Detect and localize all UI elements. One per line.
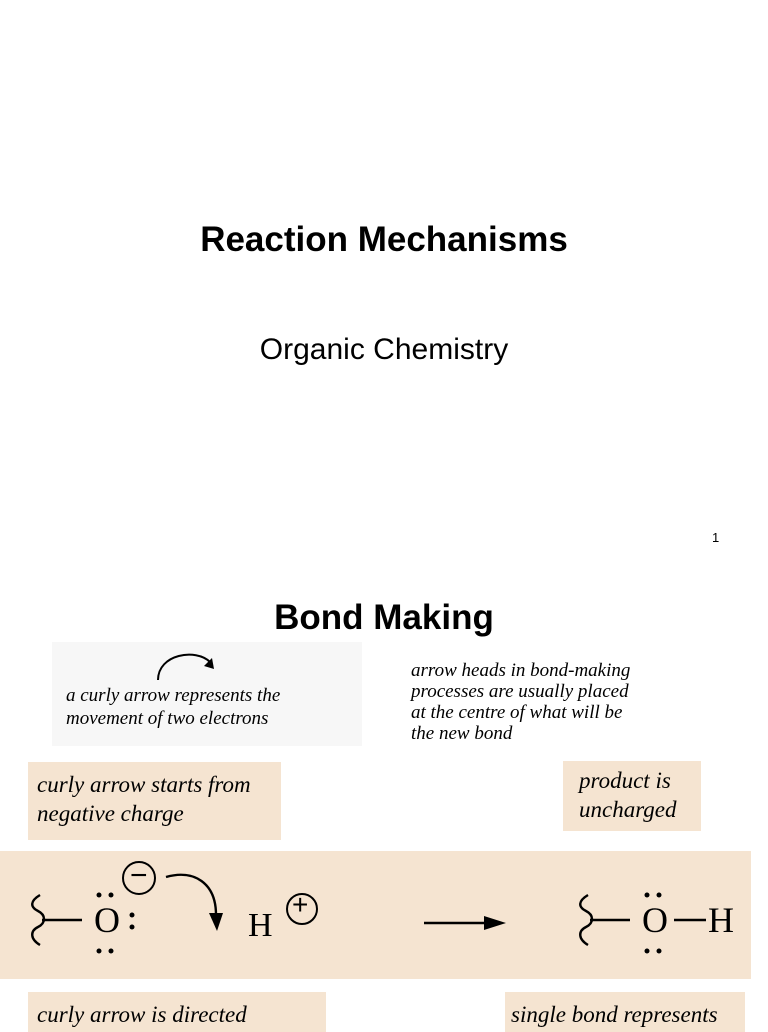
product-hydrogen: H: [708, 900, 734, 940]
label-line: uncharged: [579, 797, 677, 822]
reactant-oxygen: O: [94, 900, 120, 940]
label-curly-arrow-directed: [28, 992, 326, 1032]
label-product-uncharged: [563, 761, 701, 831]
wavy-bond-icon: [28, 893, 84, 953]
arrowhead-note: [411, 660, 741, 744]
lone-pair-dots: [640, 891, 672, 961]
label-line: negative charge: [37, 801, 184, 826]
slide-1-title: Reaction Mechanisms: [200, 220, 568, 259]
label-single-bond: [505, 992, 745, 1032]
label-line: product is: [579, 768, 671, 793]
label-starts-from-negative: [28, 762, 281, 840]
label-line: single bond represents: [511, 1002, 718, 1027]
wavy-bond-icon: [576, 893, 632, 953]
positive-charge-sign: +: [292, 889, 309, 920]
product-oxygen: O: [642, 900, 668, 940]
page-number: 1: [712, 530, 720, 545]
arrowhead-note-line: arrow heads in bond-making: [411, 660, 631, 681]
arrowhead-note-line: the new bond: [411, 723, 513, 744]
electrophile-hydrogen: H: [248, 907, 273, 944]
curly-arrow-icon: [152, 648, 222, 682]
curly-arrow-icon: [164, 871, 234, 937]
curly-arrow-note-line: movement of two electrons: [66, 708, 269, 729]
single-bond-line: [672, 917, 708, 923]
slide-2: [0, 576, 768, 1027]
negative-charge-sign: −: [130, 859, 148, 892]
arrowhead-note-line: at the centre of what will be: [411, 702, 623, 723]
slide-2-title: Bond Making: [274, 598, 494, 637]
reaction-arrow-icon: [422, 913, 508, 933]
arrowhead-note-line: processes are usually placed: [411, 681, 629, 702]
reaction-scheme: [0, 851, 751, 979]
slide-1-subtitle: Organic Chemistry: [259, 333, 509, 366]
curly-arrow-note-line: a curly arrow represents the: [66, 685, 281, 706]
curly-arrow-note: [52, 642, 362, 746]
label-line: curly arrow starts from: [37, 772, 251, 797]
lone-pair-dots: [92, 891, 142, 961]
label-line: curly arrow is directed: [37, 1002, 247, 1027]
